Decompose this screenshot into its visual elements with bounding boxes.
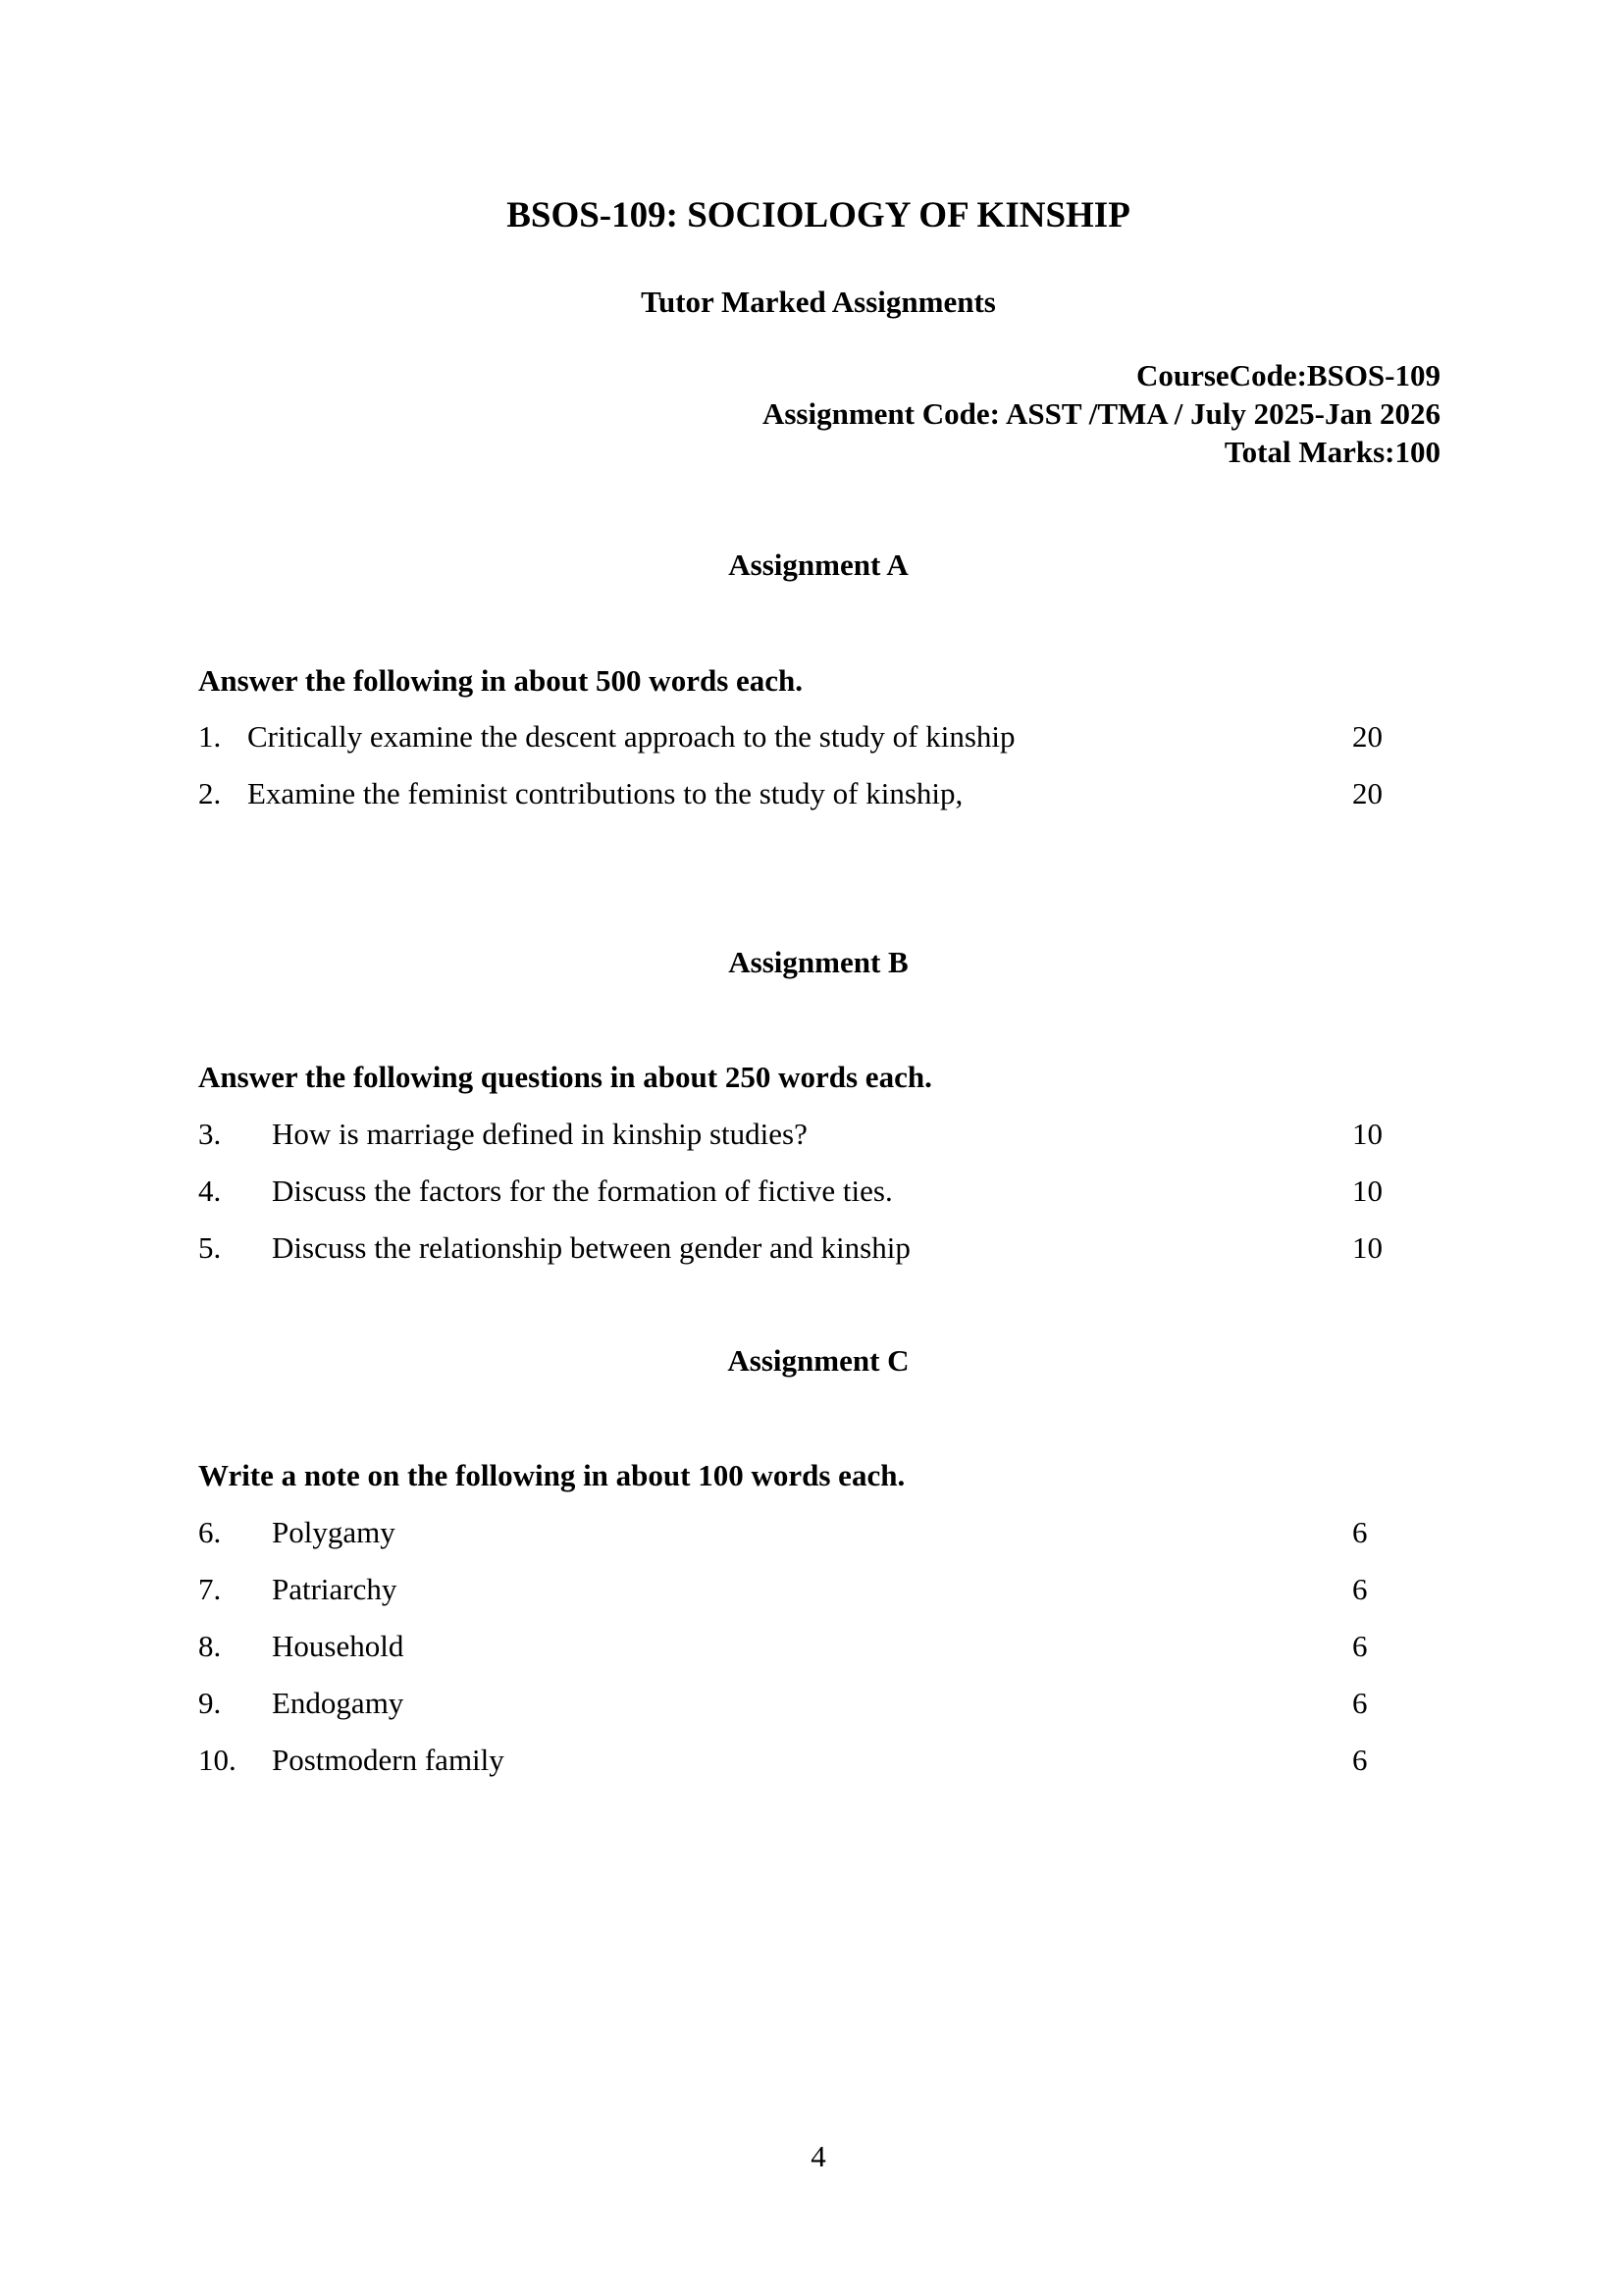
- question-text: Endogamy: [272, 1686, 404, 1720]
- question-number: 8.: [198, 1629, 222, 1663]
- question-marks: 6: [1352, 1515, 1368, 1549]
- question-number: 3.: [198, 1117, 222, 1151]
- question-marks: 20: [1352, 776, 1383, 810]
- question-marks: 6: [1352, 1572, 1368, 1606]
- question-row: [0, 1515, 1624, 1554]
- document-title: BSOS-109: SOCIOLOGY OF KINSHIP: [506, 195, 1130, 235]
- page-number: 4: [811, 2139, 826, 2173]
- section-instruction-c: Write a note on the following in about 100 words each.: [198, 1458, 906, 1492]
- question-text: Examine the feminist contributions to the study of kinship,: [247, 776, 964, 810]
- question-text: Polygamy: [272, 1515, 395, 1549]
- question-text: Critically examine the descent approach to the study of kinship: [247, 719, 1016, 754]
- question-marks: 6: [1352, 1629, 1368, 1663]
- question-number: 9.: [198, 1686, 222, 1720]
- question-row: [0, 1743, 1624, 1782]
- question-number: 4.: [198, 1174, 222, 1208]
- question-row: [0, 1686, 1624, 1725]
- question-marks: 20: [1352, 719, 1383, 754]
- question-text: Discuss the relationship between gender and kinship: [272, 1230, 911, 1265]
- question-number: 10.: [198, 1743, 236, 1777]
- question-number: 6.: [198, 1515, 222, 1549]
- question-row: [0, 1117, 1624, 1156]
- question-row: [0, 1230, 1624, 1270]
- question-text: Discuss the factors for the formation of fictive ties.: [272, 1174, 893, 1208]
- question-row: [0, 1572, 1624, 1611]
- question-number: 1.: [198, 719, 222, 754]
- question-text: Postmodern family: [272, 1743, 504, 1777]
- section-heading-a: Assignment A: [728, 548, 909, 582]
- course-code: CourseCode:BSOS-109: [1135, 358, 1441, 392]
- assignment-code: Assignment Code: ASST /TMA / July 2025-Jan 2026: [761, 396, 1441, 431]
- question-text: Patriarchy: [272, 1572, 397, 1606]
- question-number: 2.: [198, 776, 222, 810]
- question-row: [0, 776, 1624, 815]
- question-marks: 10: [1352, 1117, 1383, 1151]
- question-row: [0, 719, 1624, 758]
- question-text: How is marriage defined in kinship studies?: [272, 1117, 808, 1151]
- question-row: [0, 1174, 1624, 1213]
- question-marks: 10: [1352, 1230, 1383, 1265]
- section-heading-b: Assignment B: [728, 945, 909, 979]
- question-row: [0, 1629, 1624, 1668]
- document-subtitle: Tutor Marked Assignments: [641, 285, 996, 319]
- section-instruction-a: Answer the following in about 500 words each.: [198, 663, 804, 698]
- question-marks: 6: [1352, 1743, 1368, 1777]
- question-text: Household: [272, 1629, 404, 1663]
- section-heading-c: Assignment C: [727, 1343, 910, 1378]
- section-instruction-b: Answer the following questions in about 250 words each.: [198, 1060, 932, 1094]
- question-marks: 10: [1352, 1174, 1383, 1208]
- question-marks: 6: [1352, 1686, 1368, 1720]
- question-number: 7.: [198, 1572, 222, 1606]
- question-number: 5.: [198, 1230, 222, 1265]
- total-marks: Total Marks:100: [1224, 435, 1441, 469]
